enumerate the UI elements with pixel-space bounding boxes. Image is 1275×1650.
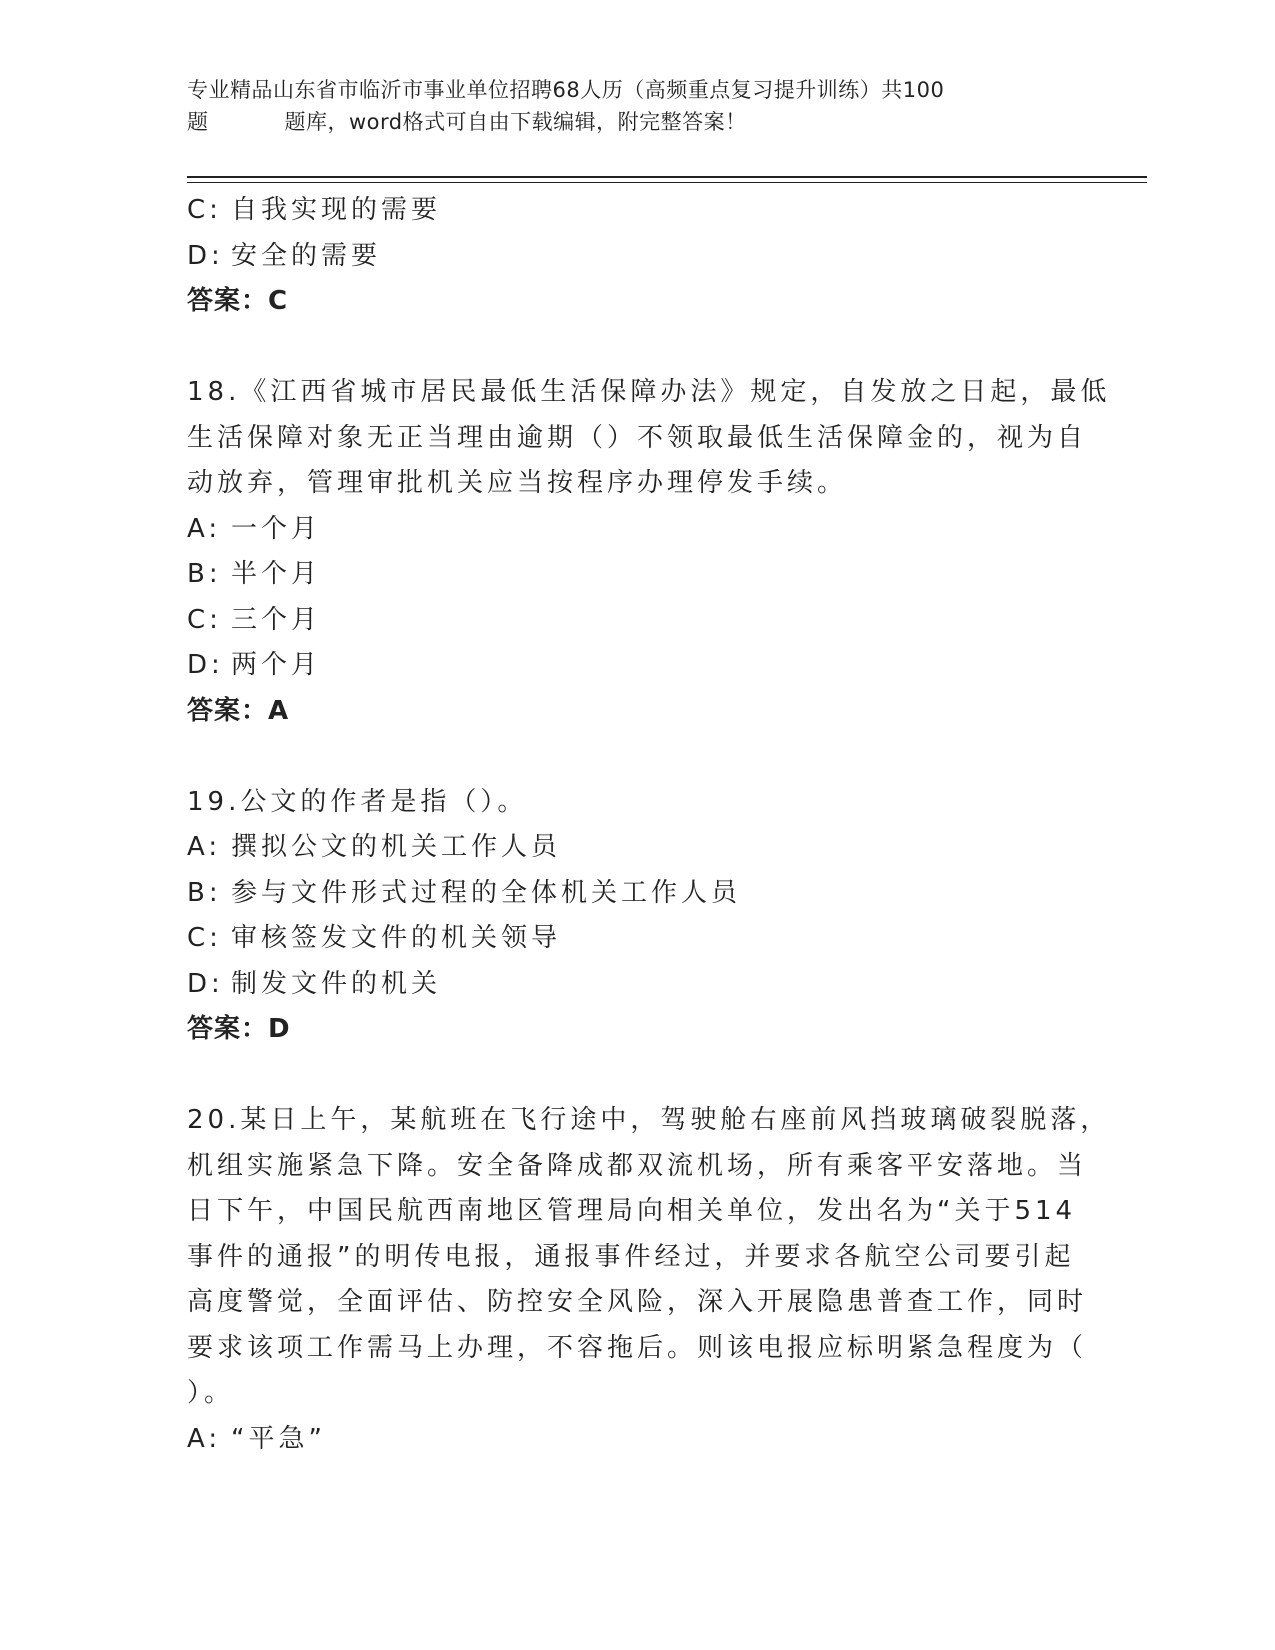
option-text: 制发文件的机关 <box>231 968 442 999</box>
question-stem-line: 18.《江西省城市居民最低生活保障办法》规定，自发放之日起，最低 <box>187 377 1111 407</box>
option-a <box>187 1417 1067 1463</box>
page-header <box>187 74 1067 138</box>
question-stem-line: 事件的通报”的明传电报，通报事件经过，并要求各航空公司要引起 <box>187 1241 1075 1272</box>
option-text: 参与文件形式过程的全体机关工作人员 <box>231 877 742 908</box>
option-c <box>187 188 1067 234</box>
option-key: B: <box>187 877 222 908</box>
option-text: 两个月 <box>231 650 322 680</box>
option-key: D: <box>187 968 224 999</box>
question-19 <box>187 780 1067 1053</box>
answer-label: 答案：D <box>187 1014 291 1044</box>
answer-label: 答案：A <box>187 695 290 726</box>
question-content <box>187 188 1111 1462</box>
question-stem-line: 动放弃，管理审批机关应当按程序办理停发手续。 <box>187 468 848 498</box>
option-text: 三个月 <box>231 604 322 635</box>
answer-label: 答案：C <box>187 286 289 316</box>
option-text: 审核签发文件的机关领导 <box>231 923 562 953</box>
question-stem-line: 20.某日上午，某航班在飞行途中，驾驶舱右座前风挡玻璃破裂脱落， <box>187 1105 1111 1135</box>
header-rule-thick <box>187 176 1147 178</box>
option-c <box>187 916 1067 962</box>
option-d <box>187 643 1067 689</box>
question-20 <box>187 1098 1111 1462</box>
option-text: 自我实现的需要 <box>231 195 442 225</box>
question-stem-line: 生活保障对象无正当理由逾期（）不领取最低生活保障金的，视为自 <box>187 422 1088 453</box>
header-rule-thin <box>187 182 1147 183</box>
option-a <box>187 825 1067 871</box>
header-title-line-1: 专业精品山东省市临沂市事业单位招聘68人历（高频重点复习提升训练）共100 <box>187 78 945 102</box>
option-text: 撰拟公文的机关工作人员 <box>231 832 562 862</box>
header-title-line-2-prefix: 题 <box>187 110 209 134</box>
option-key: A: <box>187 513 222 544</box>
option-key: A: <box>187 1423 222 1454</box>
option-a <box>187 507 1067 553</box>
question-17-tail <box>187 188 1067 325</box>
question-stem-line: 机组实施紧急下降。安全备降成都双流机场，所有乘客平安落地。当 <box>187 1150 1088 1181</box>
option-key: C: <box>187 604 222 635</box>
option-d <box>187 962 1067 1008</box>
header-title-line-2 <box>187 106 1067 138</box>
option-text: 半个月 <box>231 559 322 589</box>
option-key: D: <box>187 240 224 271</box>
option-key: A: <box>187 832 222 862</box>
option-key: B: <box>187 559 222 589</box>
option-text: 一个月 <box>231 513 322 544</box>
question-stem-line: 19.公文的作者是指（）。 <box>187 786 528 817</box>
option-text: “平急” <box>231 1423 326 1454</box>
option-key: C: <box>187 923 222 953</box>
option-text: 安全的需要 <box>231 240 382 271</box>
option-b <box>187 552 1067 598</box>
header-title-line-2-rest: 题库，word格式可自由下载编辑，附完整答案！ <box>284 110 747 134</box>
question-stem-line: ）。 <box>187 1378 235 1408</box>
option-c <box>187 598 1067 644</box>
question-stem-line: 日下午，中国民航西南地区管理局向相关单位，发出名为“关于514 <box>187 1196 1077 1226</box>
question-stem-line: 要求该项工作需马上办理，不容拖后。则该电报应标明紧急程度为（ <box>187 1332 1088 1363</box>
option-key: D: <box>187 650 224 680</box>
option-key: C: <box>187 195 222 225</box>
option-b <box>187 871 1067 917</box>
option-d <box>187 234 1067 280</box>
question-stem-line: 高度警觉，全面评估、防控安全风险，深入开展隐患普查工作，同时 <box>187 1287 1088 1317</box>
question-18 <box>187 370 1111 734</box>
